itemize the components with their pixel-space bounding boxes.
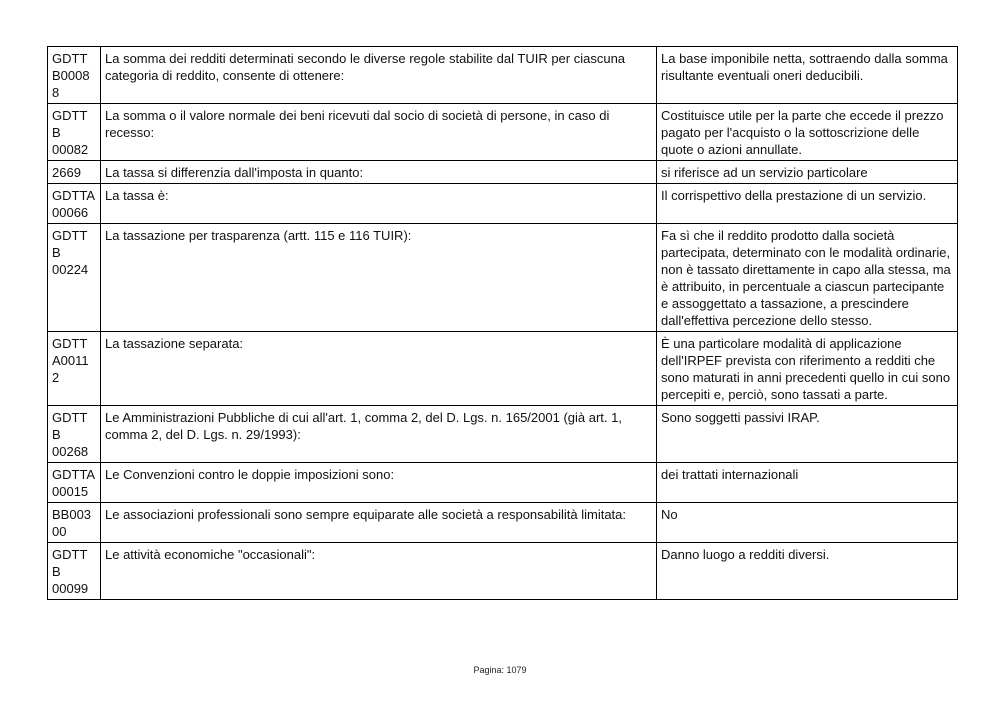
- question-table: [47, 46, 958, 600]
- question-code: GDTTB 00082: [48, 104, 101, 161]
- question-text: Le attività economiche "occasionali":: [101, 543, 657, 600]
- table-row: [48, 104, 958, 161]
- table-row: [48, 224, 958, 332]
- answer-text: È una particolare modalità di applicazione dell'IRPEF prevista con riferimento a redditi che sono maturati in anni precedenti quello in cui sono percepiti e, perciò, sono tassati a parte.: [657, 332, 958, 406]
- table-row: [48, 161, 958, 184]
- question-code: 2669: [48, 161, 101, 184]
- table-row: [48, 332, 958, 406]
- question-text: La tassazione separata:: [101, 332, 657, 406]
- question-code: GDTTB 00099: [48, 543, 101, 600]
- page-number: Pagina: 1079: [473, 665, 527, 675]
- table-row: [48, 463, 958, 503]
- question-code: GDTT B0008 8: [48, 47, 101, 104]
- question-code: GDTTA 00015: [48, 463, 101, 503]
- question-text: La tassa è:: [101, 184, 657, 224]
- question-text: Le Amministrazioni Pubbliche di cui all'art. 1, comma 2, del D. Lgs. n. 165/2001 (già art. 1, comma 2, del D. Lgs. n. 29/1993):: [101, 406, 657, 463]
- answer-text: No: [657, 503, 958, 543]
- question-text: Le associazioni professionali sono sempre equiparate alle società a responsabilità limitata:: [101, 503, 657, 543]
- question-code: GDTT A0011 2: [48, 332, 101, 406]
- question-code: BB003 00: [48, 503, 101, 543]
- answer-text: Danno luogo a redditi diversi.: [657, 543, 958, 600]
- table-row: [48, 503, 958, 543]
- table-row: [48, 406, 958, 463]
- answer-text: La base imponibile netta, sottraendo dalla somma risultante eventuali oneri deducibili.: [657, 47, 958, 104]
- answer-text: Sono soggetti passivi IRAP.: [657, 406, 958, 463]
- question-text: La tassazione per trasparenza (artt. 115 e 116 TUIR):: [101, 224, 657, 332]
- question-text: Le Convenzioni contro le doppie imposizioni sono:: [101, 463, 657, 503]
- question-code: GDTTB 00268: [48, 406, 101, 463]
- table-row: [48, 543, 958, 600]
- answer-text: Costituisce utile per la parte che eccede il prezzo pagato per l'acquisto o la sottoscrizione delle quote o azioni annullate.: [657, 104, 958, 161]
- question-text: La tassa si differenzia dall'imposta in quanto:: [101, 161, 657, 184]
- answer-text: dei trattati internazionali: [657, 463, 958, 503]
- answer-text: si riferisce ad un servizio particolare: [657, 161, 958, 184]
- question-text: La somma o il valore normale dei beni ricevuti dal socio di società di persone, in caso di recesso:: [101, 104, 657, 161]
- answer-text: Fa sì che il reddito prodotto dalla società partecipata, determinato con le modalità ordinarie, non è tassato direttamente in capo alla stessa, ma è attribuito, in percentuale a ciascun partecipante e assoggettato a tassazione, a prescindere dall'effettiva percezione dello stesso.: [657, 224, 958, 332]
- table-row: [48, 184, 958, 224]
- question-code: GDTTA 00066: [48, 184, 101, 224]
- answer-text: Il corrispettivo della prestazione di un servizio.: [657, 184, 958, 224]
- table-row: [48, 47, 958, 104]
- question-text: La somma dei redditi determinati secondo le diverse regole stabilite dal TUIR per ciascuna categoria di reddito, consente di ottenere:: [101, 47, 657, 104]
- question-code: GDTTB 00224: [48, 224, 101, 332]
